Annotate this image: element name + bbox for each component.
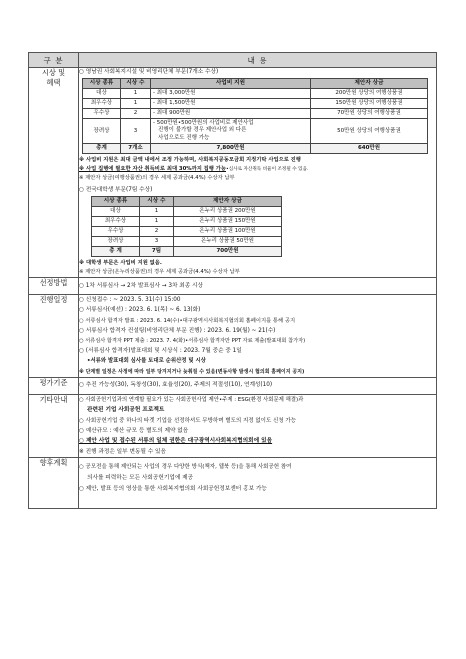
schedule-content	[79, 295, 437, 378]
schedule-item: ○ 서류심사 합격자 발표 : 2023. 6. 14(수)•대구광역시사회복지협의회 홈페이지를 통해 공지	[79, 317, 296, 324]
other-label: 기타안내	[29, 394, 79, 457]
schedule-label: 진행일정	[29, 295, 79, 378]
schedule-item: ○ 신청접수 : ~ 2023. 5. 31(수) 15:00	[79, 297, 181, 304]
note-budget: ※ 사업비 지원은 최대 금액 내에서 조정 가능하며, 사회복지공동모금회 지정기탁 사업으로 진행	[79, 157, 301, 164]
awards-label: 시상 및 혜택	[29, 68, 79, 278]
schedule-item: ○ (서류심사 합격자)발표대회 및 시상식 : 2023. 7월 중순 중 1일	[79, 348, 242, 355]
t1-header-count: 시상 수	[121, 79, 151, 89]
schedule-item: ○ 서류심사 합격자 PPT 제출 : 2023. 7. 4(화)•서류심사 합격자만 PPT 자료 제출(발표대회 참가자)	[79, 338, 306, 345]
award-table-students	[91, 196, 282, 257]
document-page	[28, 52, 436, 612]
award-table-nonprofit	[82, 78, 428, 154]
t2-header-type: 시상 종류	[92, 197, 140, 207]
future-label: 향후계획	[29, 458, 79, 509]
note-no-budget: ※ 대학생 부문은 사업비 지원 없음.	[79, 260, 162, 267]
future-item: ○ 제안, 발표 등의 영상을 통한 사회복지협의회 사회공헌정보센터 홍보 가능	[79, 486, 267, 493]
criteria-row	[29, 377, 437, 394]
note-tax-students: ※ 제안자 상금(온누리상품권)의 경우 세제 공과금(4.4%) 수상자 납부	[79, 269, 240, 276]
t1-header-type: 시상 종류	[83, 79, 121, 89]
table-row: 대상 1 - 최대 3,000만원 200만원 상당의 여행상품권	[83, 89, 428, 99]
awards-row	[29, 68, 437, 278]
other-item: ○ 사회공헌기업 중 하나의 타겟 기업을 선정하셔도 무방하며 별도의 지정 없이도 신청 가능	[79, 417, 297, 424]
awards-content	[79, 68, 437, 278]
table-row: 최우수상 1 온누리 상품권 150만원	[92, 217, 282, 227]
other-item: 관련된 기업 사회공헌 프로젝트	[87, 407, 165, 414]
total-row: 총 계 7팀 700만원	[92, 247, 282, 257]
criteria-text: ○ 추진 가능성(30), 독창성(30), 효율성(20), 주제의 적절성(10), 연계성(10)	[79, 382, 273, 389]
header-content: 내 용	[79, 53, 437, 68]
other-note: ※ 진행 과정은 일부 변동될 수 있음	[79, 448, 167, 455]
table-row: 우수상 2 - 최대 900만원 70만원 상당의 여행상품권	[83, 109, 428, 119]
t1-header-support: 사업비 지원	[151, 79, 311, 89]
selection-label: 선정방법	[29, 278, 79, 295]
future-item: ○ 공모전을 통해 제안되는 사업의 경우 다양한 방식(책자, 웹북 등)을 통해 사회공헌 참여	[79, 464, 292, 471]
t1-header-prize: 제안자 상금	[311, 79, 428, 89]
contest-info-table	[28, 52, 437, 509]
selection-row	[29, 278, 437, 295]
other-item: ○ 제안 사업 및 접수된 서류의 일체 권한은 대구광역시사회복지협의회에 있음	[79, 438, 273, 445]
total-row: 총계 7개소 7,800만원 640만원	[83, 144, 428, 154]
table-row: 최우수상 1 - 최대 1,500만원 150만원 상당의 여행상품권	[83, 99, 428, 109]
awards-part2-title: ○ 전국대학생 부문(7팀 수상)	[79, 187, 153, 194]
table-row: 장려상 3 온누리 상품권 50만원	[92, 237, 282, 247]
schedule-item: ○ 서류심사 합격자 컨설팅(비영리단체 부문 진행) : 2023. 6. 19(월) ~ 21(수)	[79, 327, 276, 334]
selection-text: ○ 1차 서류심사 → 2차 발표심사 → 3차 최종 시상	[79, 282, 204, 289]
future-row	[29, 458, 437, 509]
schedule-row	[29, 295, 437, 378]
schedule-note: ※ 단계별 일정은 사정에 따라 일부 당겨지거나 늦춰질 수 있음(변동사항 발생시 협의회 홈페이지 공지)	[79, 368, 305, 375]
other-item: ○ 예산규모 : 예산 규모 등 별도의 제약 없음	[79, 428, 189, 435]
t2-header-prize: 제안자 상금	[174, 197, 282, 207]
awards-part1-title: ○ 영남권 사회복지시설 및 비영리단체 부문(7개소 수상)	[79, 69, 219, 75]
table-row: 우수상 2 온누리 상품권 100만원	[92, 227, 282, 237]
header-row	[29, 53, 437, 68]
note-asset: ※ 사업 집행에 필요한 자산 취득비로 최대 30%까지 집행 가능•심사로 자산취득 비율이 조정될 수 있음.	[79, 166, 309, 173]
schedule-item: •서류와 발표대회 심사를 토대로 순위산정 및 시상	[87, 358, 206, 365]
other-item: ○ 사회공헌기업과의 연계할 필요가 있는 사회공헌사업 제안•주제 : ESG(환경 사회문제 해결)과	[79, 396, 304, 403]
table-row: 장려상 3 - 500만원•500만원의 사업비로 제안사업 진행이 불가할 경우 제안사업 외 다른 사업으로도 진행 가능 50만원 상당의 여행상품권	[83, 119, 428, 144]
t2-header-count: 시상 수	[140, 197, 174, 207]
other-row	[29, 394, 437, 457]
future-content	[79, 458, 437, 509]
criteria-label: 평가기준	[29, 377, 79, 394]
other-content	[79, 394, 437, 457]
note-tax: ※ 제안자 상금(여행상품권)의 경우 세제 공과금(4.4%) 수상자 납부	[79, 175, 235, 182]
future-item: 의사를 피력하는 모든 사회공헌기업에 제공	[87, 475, 194, 482]
header-category: 구 분	[29, 53, 79, 68]
table-row: 대상 1 온누리 상품권 200만원	[92, 207, 282, 217]
schedule-item: ○ 서류심사(예선) : 2023. 6. 1(목) ~ 6. 13(화)	[79, 307, 201, 314]
